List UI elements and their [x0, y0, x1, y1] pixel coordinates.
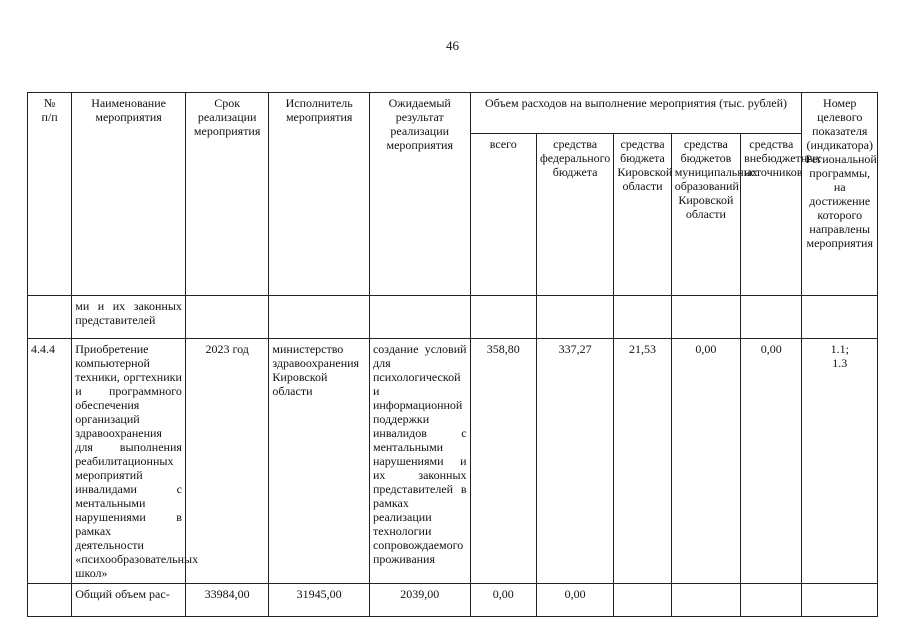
header-costs-group: Объем расходов на выполнение мероприятия (тыс. рублей): [470, 93, 802, 134]
row-municipal: 0,00: [671, 339, 740, 584]
header-cost-total: всего: [470, 134, 536, 296]
summary-v3: 2039,00: [369, 584, 470, 617]
header-num: № п/п: [28, 93, 72, 296]
header-row: [28, 93, 878, 134]
page-number: 46: [446, 38, 459, 53]
row-name: Приобретение компьютерной техники, оргтехники и программного обеспечения организаций здравоохранения для выполнения реабилитационных мероприятий инвалидами с ментальными нарушениями в рамках деятельности «психообразовательных школ»: [72, 339, 186, 584]
row-total: 358,80: [470, 339, 536, 584]
header-term: Срок реализации мероприятия: [185, 93, 268, 296]
header-indicator: Номер целевого показателя (индикатора) Региональной программы, на достижение которого направлены мероприятия: [802, 93, 878, 296]
header-cost-municipal: средства бюджетов муниципальных образований Кировской области: [671, 134, 740, 296]
header-cost-federal: средства федерального бюджета: [536, 134, 613, 296]
header-name: Наименование мероприятия: [72, 93, 186, 296]
header-cost-regional: средства бюджета Кировской области: [614, 134, 671, 296]
header-result: Ожидаемый результат реализации мероприятия: [369, 93, 470, 296]
summary-v4: 0,00: [470, 584, 536, 617]
row-num: 4.4.4: [28, 339, 72, 584]
header-cost-extra: средства внебюджетных источников: [741, 134, 802, 296]
row-regional: 21,53: [614, 339, 671, 584]
row-term: 2023 год: [185, 339, 268, 584]
row-federal: 337,27: [536, 339, 613, 584]
summary-v5: 0,00: [536, 584, 613, 617]
row-result: создание условий для психологической и информационной поддержки инвалидов с ментальными нарушениями и их законных представителей в рамках реализации технологии сопровождаемого проживания: [369, 339, 470, 584]
row-indicator: 1.1; 1.3: [802, 339, 878, 584]
table-row: [28, 339, 878, 584]
summary-v2: 31945,00: [269, 584, 370, 617]
summary-label: Общий объем рас-: [72, 584, 186, 617]
summary-row: [28, 584, 878, 617]
events-table: [27, 92, 878, 617]
row-extra: 0,00: [741, 339, 802, 584]
header-executor: Исполнитель мероприятия: [269, 93, 370, 296]
row-executor: министерство здравоохранения Кировской области: [269, 339, 370, 584]
summary-v1: 33984,00: [185, 584, 268, 617]
table-row: [28, 296, 878, 339]
continuation-name: ми и их законных представителей: [72, 296, 186, 339]
